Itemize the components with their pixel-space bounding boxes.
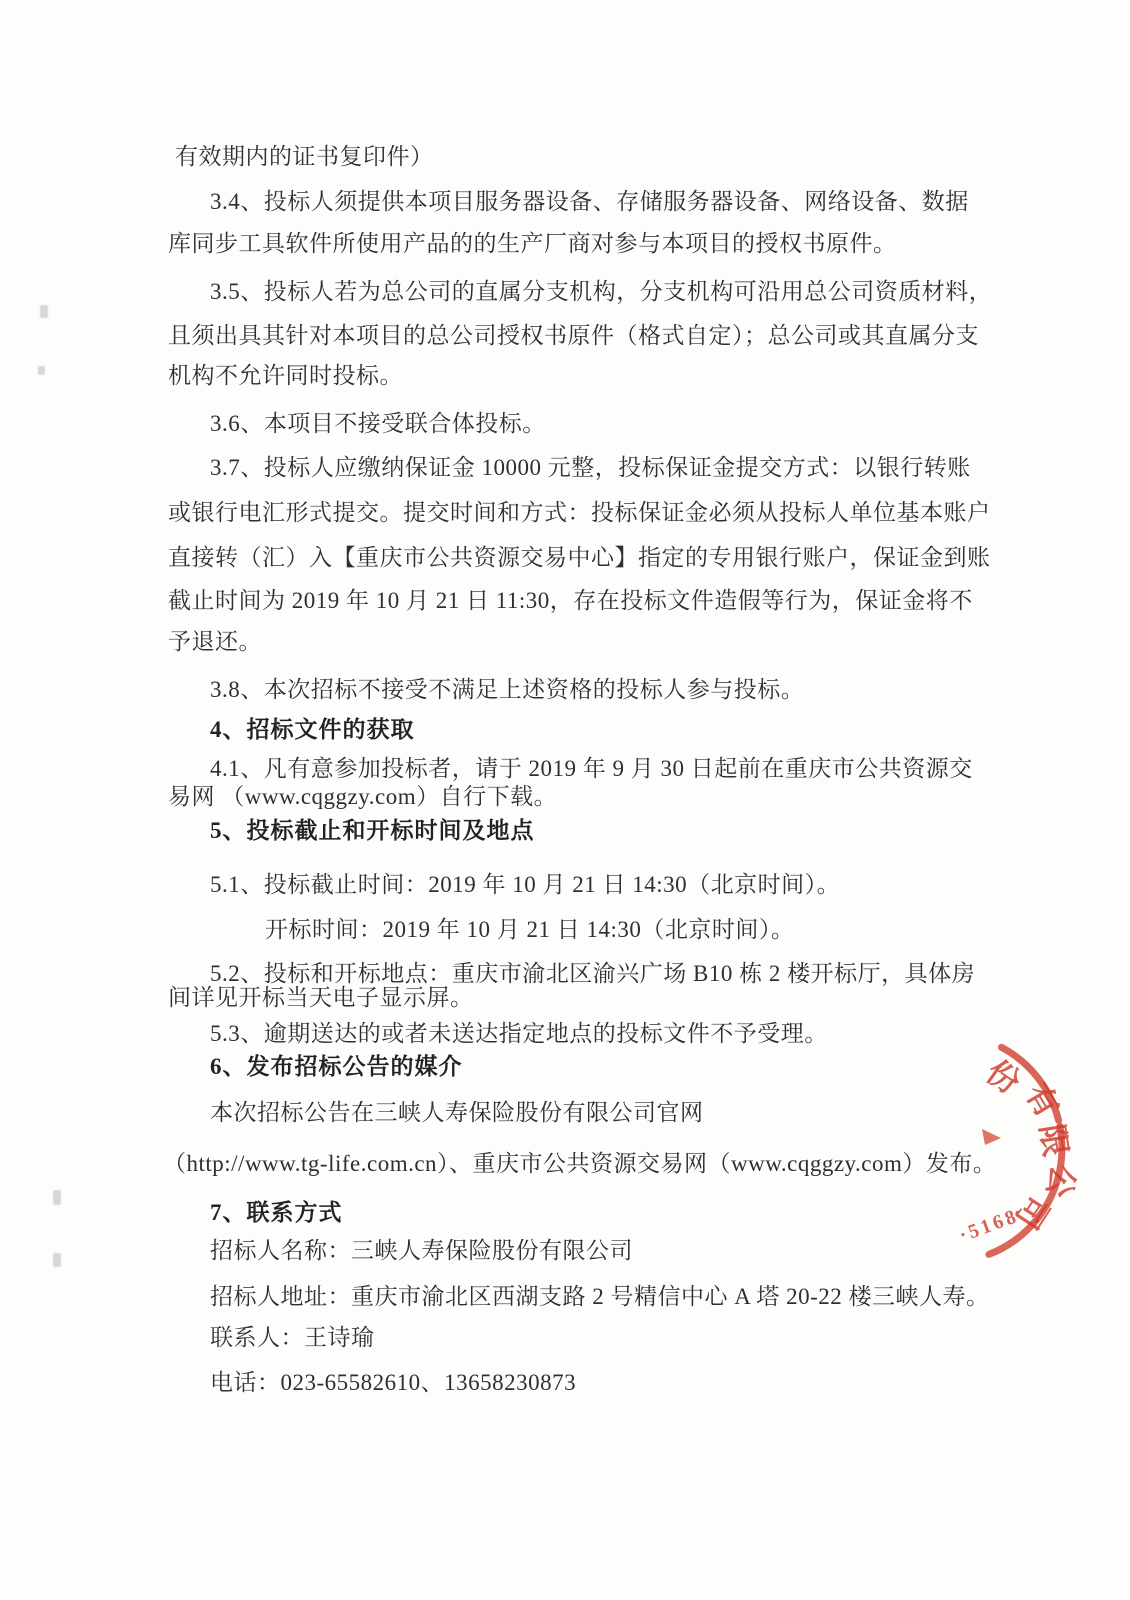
document-line: 3.8、本次招标不接受不满足上述资格的投标人参与投标。 — [210, 677, 805, 702]
document-line: 招标人名称：三峡人寿保险股份有限公司 — [210, 1238, 633, 1263]
document-line: 开标时间：2019 年 10 月 21 日 14:30（北京时间）。 — [265, 917, 795, 942]
document-line: 3.4、投标人须提供本项目服务器设备、存储服务器设备、网络设备、数据 — [210, 189, 969, 214]
seal-number: ·5168 — [956, 1204, 1022, 1247]
seal-char: 公 — [1039, 1161, 1082, 1201]
document-line: 5.2、投标和开标地点：重庆市渝北区渝兴广场 B10 栋 2 楼开标厅，具体房 — [210, 961, 976, 986]
document-line: 5.1、投标截止时间：2019 年 10 月 21 日 14:30（北京时间）。 — [210, 872, 841, 897]
document-line: 或银行电汇形式提交。提交时间和方式：投标保证金必须从投标人单位基本账户 — [168, 500, 991, 525]
document-line: 库同步工具软件所使用产品的的生产厂商对参与本项目的授权书原件。 — [168, 231, 897, 256]
section-heading: 4、招标文件的获取 — [210, 717, 415, 742]
document-line: 联系人：王诗瑜 — [210, 1325, 375, 1350]
document-line: 易网 （www.cqggzy.com）自行下载。 — [168, 784, 558, 809]
document-line: 予退还。 — [168, 629, 262, 654]
document-line: 5.3、逾期送达的或者未送达指定地点的投标文件不予受理。 — [210, 1021, 828, 1046]
document-line: 间详见开标当天电子显示屏。 — [168, 985, 474, 1010]
document-line: 机构不允许同时投标。 — [168, 363, 403, 388]
document-line: （http://www.tg-life.com.cn）、重庆市公共资源交易网（www.cqggzy.com）发布。 — [163, 1151, 997, 1176]
scan-artifact — [53, 1190, 61, 1205]
seal-char: 限 — [1033, 1121, 1075, 1159]
document-line: 3.7、投标人应缴纳保证金 10000 元整，投标保证金提交方式：以银行转账 — [210, 455, 971, 480]
document-line: 3.5、投标人若为总公司的直属分支机构，分支机构可沿用总公司资质材料， — [210, 279, 993, 304]
document-line: 3.6、本项目不接受联合体投标。 — [210, 411, 546, 436]
seal-char: 有 — [1018, 1077, 1067, 1124]
scan-artifact — [40, 305, 48, 318]
document-line: 截止时间为 2019 年 10 月 21 日 11:30，存在投标文件造假等行为，保证金将不 — [168, 588, 973, 613]
company-seal-stamp — [870, 990, 1130, 1310]
document-line: 本次招标公告在三峡人寿保险股份有限公司官网 — [210, 1100, 704, 1125]
document-line: 4.1、凡有意参加投标者，请于 2019 年 9 月 30 日起前在重庆市公共资源交 — [210, 756, 973, 781]
seal-char: 份 — [979, 1053, 1027, 1101]
document-line: 电话：023-65582610、13658230873 — [210, 1370, 577, 1395]
section-heading: 6、发布招标公告的媒介 — [210, 1054, 463, 1079]
scan-artifact — [38, 366, 45, 375]
seal-star-tip — [982, 1129, 1001, 1145]
document-line: 招标人地址：重庆市渝北区西湖支路 2 号精信中心 A 塔 20-22 楼三峡人寿。 — [210, 1284, 990, 1309]
seal-char: 司 — [1008, 1188, 1057, 1236]
section-heading: 5、投标截止和开标时间及地点 — [210, 818, 535, 843]
document-line: 有效期内的证书复印件） — [175, 144, 434, 169]
document-line: 且须出具其针对本项目的总公司授权书原件（格式自定）；总公司或其直属分支 — [168, 323, 979, 348]
scan-artifact — [53, 1253, 61, 1267]
section-heading: 7、联系方式 — [210, 1200, 343, 1225]
document-line: 直接转（汇）入【重庆市公共资源交易中心】指定的专用银行账户，保证金到账 — [168, 545, 991, 570]
